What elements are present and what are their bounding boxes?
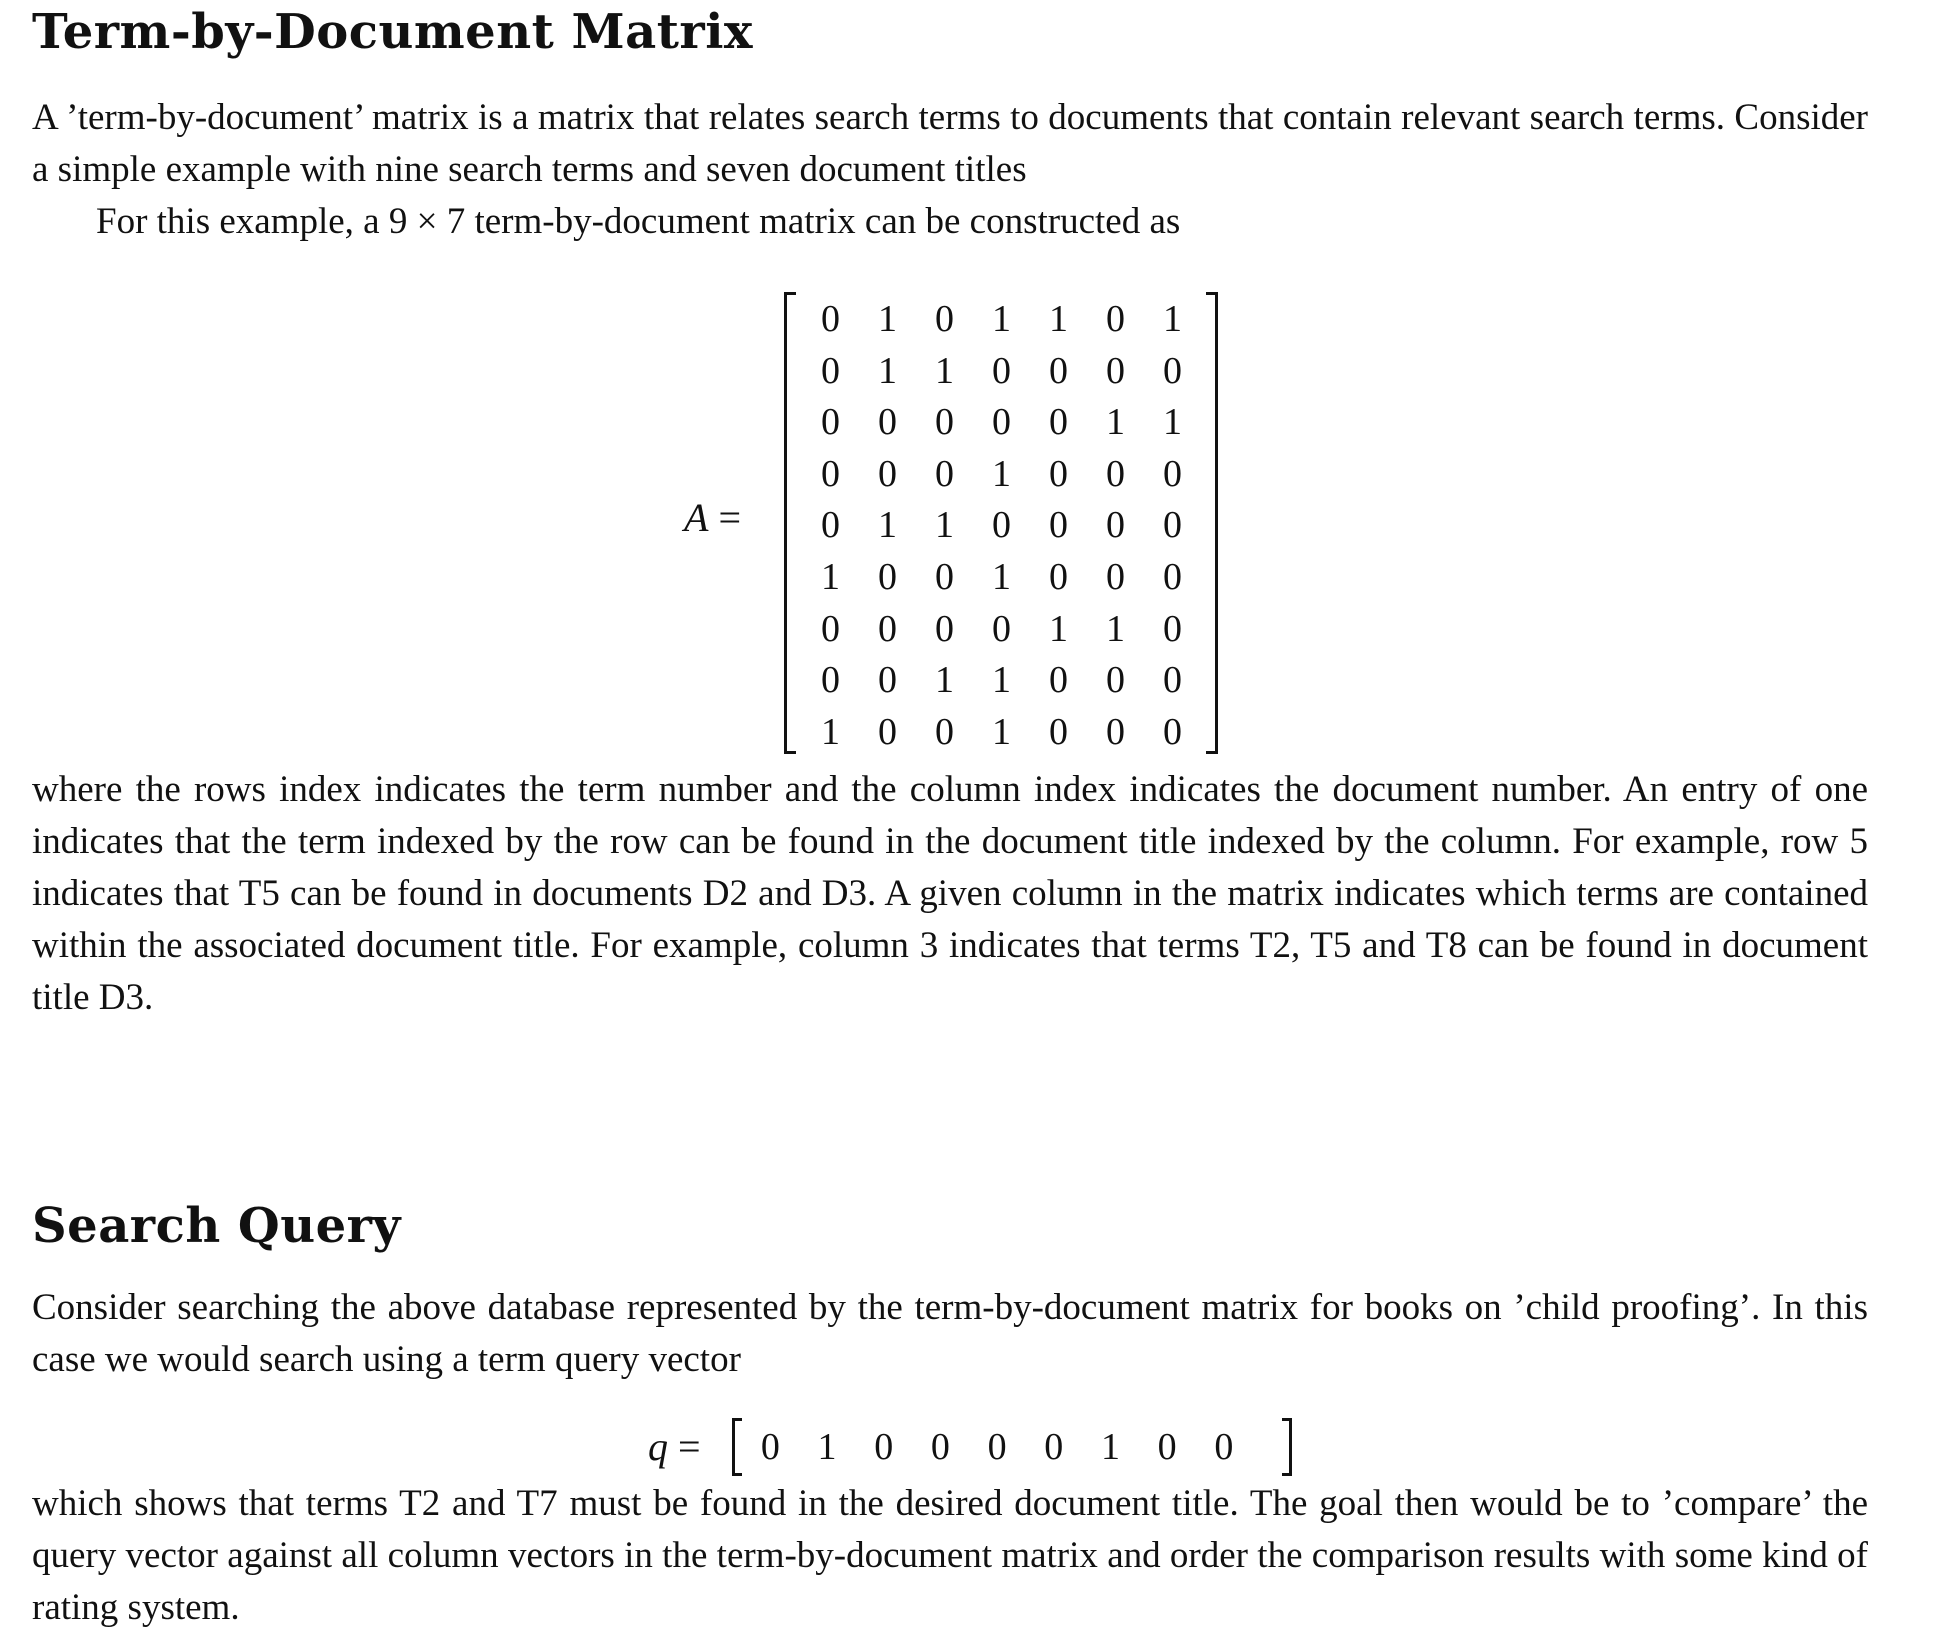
matrix-cell: 0 xyxy=(1049,349,1068,392)
matrix-cell: 0 xyxy=(935,607,954,650)
matrix-cell: 0 xyxy=(935,452,954,495)
matrix-cell: 0 xyxy=(935,555,954,598)
matrix-a xyxy=(784,292,1218,754)
query-variable: q xyxy=(648,1424,668,1469)
matrix-cell: 0 xyxy=(1106,349,1125,392)
matrix-cell: 0 xyxy=(1049,710,1068,753)
indented-paragraph: For this example, a 9 × 7 term-by-document matrix can be constructed as xyxy=(96,201,1181,242)
left-bracket xyxy=(732,1418,742,1476)
matrix-cell: 0 xyxy=(1106,659,1125,702)
query-cell: 1 xyxy=(817,1426,837,1468)
query-vector xyxy=(732,1418,1292,1476)
matrix-cell: 1 xyxy=(878,349,897,392)
matrix-cell: 0 xyxy=(821,504,840,547)
matrix-cell: 1 xyxy=(878,298,897,340)
matrix-cell: 0 xyxy=(1049,555,1068,598)
matrix-cell: 1 xyxy=(992,452,1011,495)
matrix-cell: 0 xyxy=(1049,452,1068,495)
query-grid xyxy=(742,1418,1252,1476)
matrix-cell: 0 xyxy=(935,710,954,753)
equals-sign: = xyxy=(718,495,741,540)
matrix-cell: 0 xyxy=(878,607,897,650)
matrix-cell: 1 xyxy=(1106,607,1125,650)
matrix-cell: 0 xyxy=(1106,504,1125,547)
matrix-cell: 1 xyxy=(935,349,954,392)
matrix-variable: A xyxy=(684,495,709,540)
matrix-cell: 1 xyxy=(992,555,1011,598)
matrix-cell: 0 xyxy=(821,659,840,702)
matrix-cell: 0 xyxy=(1163,504,1182,547)
matrix-cell: 0 xyxy=(878,555,897,598)
left-bracket xyxy=(784,292,796,754)
matrix-cell: 1 xyxy=(1106,401,1125,444)
query-cell: 0 xyxy=(1214,1426,1234,1468)
matrix-cell: 0 xyxy=(1106,452,1125,495)
matrix-cell: 0 xyxy=(1163,555,1182,598)
matrix-cell: 1 xyxy=(1163,298,1182,340)
query-equation xyxy=(32,1418,1868,1476)
matrix-cell: 0 xyxy=(935,401,954,444)
intro-paragraph: A ’term-by-document’ matrix is a matrix that relates search terms to documents that contain relevant search terms. Consider a simple example with nine search terms and seven document titles xyxy=(32,97,1868,190)
section-title-term-by-document: Term-by-Document Matrix xyxy=(32,4,754,60)
matrix-cell: 0 xyxy=(878,401,897,444)
matrix-cell: 0 xyxy=(878,659,897,702)
matrix-grid xyxy=(802,294,1201,758)
matrix-cell: 0 xyxy=(1106,298,1125,340)
matrix-cell: 0 xyxy=(821,401,840,444)
matrix-cell: 0 xyxy=(1049,504,1068,547)
matrix-cell: 0 xyxy=(878,452,897,495)
matrix-cell: 1 xyxy=(935,504,954,547)
matrix-cell: 0 xyxy=(878,710,897,753)
query-intro-paragraph: Consider searching the above database represented by the term-by-document matrix for books on ’child proofing’. In this case we would search using a term query vector xyxy=(32,1287,1868,1380)
query-label xyxy=(648,1418,701,1476)
matrix-cell: 0 xyxy=(821,607,840,650)
query-cell: 0 xyxy=(987,1426,1007,1468)
matrix-cell: 0 xyxy=(1163,607,1182,650)
query-cell: 0 xyxy=(930,1426,950,1468)
query-cell: 0 xyxy=(1157,1426,1177,1468)
matrix-cell: 0 xyxy=(1163,659,1182,702)
matrix-cell: 1 xyxy=(992,710,1011,753)
matrix-cell: 0 xyxy=(821,452,840,495)
matrix-cell: 0 xyxy=(935,298,954,340)
matrix-cell: 0 xyxy=(1049,401,1068,444)
query-explanation-paragraph: which shows that terms T2 and T7 must be found in the desired document title. The goal then would be to ’compare’ the query vector against all column vectors in the term-by-document matrix and order the comparison results with some kind of rating system. xyxy=(32,1483,1868,1628)
matrix-cell: 0 xyxy=(1049,659,1068,702)
query-cell: 0 xyxy=(1044,1426,1064,1468)
matrix-cell: 1 xyxy=(821,710,840,753)
query-cell: 1 xyxy=(1100,1426,1120,1468)
matrix-cell: 0 xyxy=(1106,555,1125,598)
matrix-cell: 1 xyxy=(1049,607,1068,650)
matrix-cell: 0 xyxy=(1163,349,1182,392)
matrix-cell: 0 xyxy=(1163,452,1182,495)
matrix-cell: 1 xyxy=(1163,401,1182,444)
matrix-cell: 1 xyxy=(935,659,954,702)
matrix-cell: 1 xyxy=(992,298,1011,340)
matrix-equation xyxy=(32,292,1868,754)
matrix-cell: 1 xyxy=(992,659,1011,702)
matrix-cell: 0 xyxy=(1163,710,1182,753)
equals-sign: = xyxy=(678,1424,701,1469)
matrix-cell: 0 xyxy=(992,401,1011,444)
matrix-label xyxy=(684,490,741,546)
right-bracket xyxy=(1282,1418,1292,1476)
matrix-cell: 0 xyxy=(992,607,1011,650)
matrix-cell: 1 xyxy=(821,555,840,598)
matrix-cell: 0 xyxy=(992,349,1011,392)
matrix-cell: 1 xyxy=(878,504,897,547)
query-cell: 0 xyxy=(760,1426,780,1468)
matrix-cell: 0 xyxy=(1106,710,1125,753)
matrix-cell: 0 xyxy=(821,349,840,392)
matrix-cell: 0 xyxy=(992,504,1011,547)
right-bracket xyxy=(1206,292,1218,754)
query-cell: 0 xyxy=(874,1426,894,1468)
matrix-cell: 0 xyxy=(821,298,840,340)
matrix-cell: 1 xyxy=(1049,298,1068,340)
section-title-search-query: Search Query xyxy=(32,1198,401,1254)
explanation-paragraph: where the rows index indicates the term number and the column index indicates the document number. An entry of one indicates that the term indexed by the row can be found in the document title indexed by the column. For example, row 5 indicates that T5 can be found in documents D2 and D3. A given column in the matrix indicates which terms are contained within the associated document title. For example, column 3 indicates that terms T2, T5 and T8 can be found in document title D3. xyxy=(32,769,1868,1018)
